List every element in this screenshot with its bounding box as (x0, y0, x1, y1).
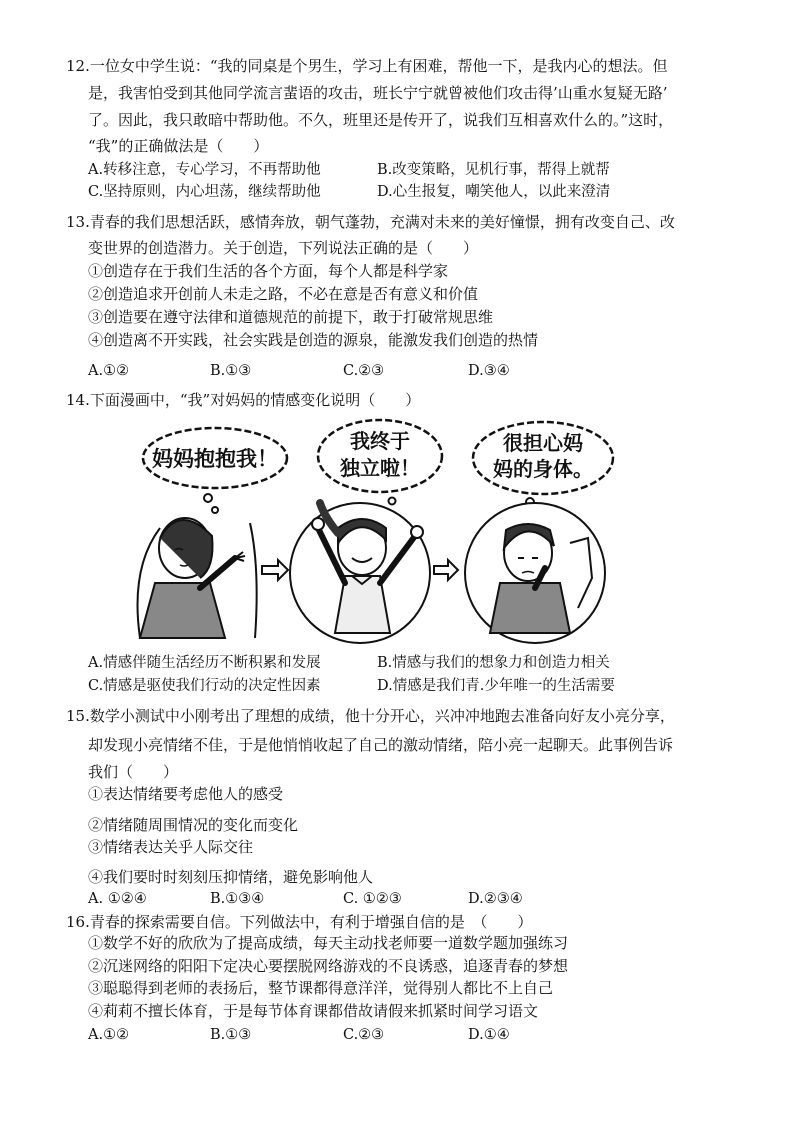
arrow-right-icon (262, 560, 288, 580)
panel-2-girl-cheering (290, 503, 430, 643)
q13-option-d: D.③④ (468, 363, 510, 379)
q12-option-c: C.坚持原则，内心坦荡，继续帮助他 (88, 184, 321, 200)
q13-item-4: ④创造离不开实践，社会实践是创造的源泉，能激发我们创造的热情 (88, 331, 539, 349)
q16-option-a: A.①② (88, 1027, 130, 1043)
q14-stem: 14.下面漫画中，“我”对妈妈的情感变化说明（ ） (66, 391, 421, 409)
comic-illustration (130, 418, 660, 650)
q12-option-b: B.改变策略，见机行事，帮得上就帮 (377, 162, 610, 178)
speech-bubble-1 (143, 428, 287, 513)
q13-item-3: ③创造要在遵守法律和道德规范的前提下，敢于打破常规思维 (88, 308, 494, 326)
q16-item-2: ②沉迷网络的阳阳下定决心要摆脱网络游戏的不良诱惑，追逐青春的梦想 (88, 957, 569, 975)
q15-item-2: ②情绪随周围情况的变化而变化 (88, 816, 299, 834)
q16-option-c: C.②③ (343, 1027, 385, 1043)
panel-1-girl-reaching (138, 518, 257, 638)
q16-stem: 16.青春的探索需要自信。下列做法中，有利于增强自信的是 （ ） (66, 913, 533, 931)
q14-option-b: B.情感与我们的想象力和创造力相关 (377, 655, 610, 671)
q13-option-b: B.①③ (210, 363, 252, 379)
q16-item-3: ③聪聪得到老师的表扬后，整节课都得意洋洋，觉得别人都比不上自己 (88, 979, 554, 997)
q12-stem-line-3: 了。因此，我只敢暗中帮助他。不久，班里还是传开了，说我们互相喜欢什么的。”这时， (88, 111, 674, 129)
q12-stem-line-2: 是，我害怕受到其他同学流言蜚语的攻击，班长宁宁就曾被他们攻击得’山重水复疑无路’ (88, 84, 668, 102)
q16-item-1: ①数学不好的欣欣为了提高成绩，每天主动找老师要一道数学题加强练习 (88, 934, 569, 952)
q15-stem-line-2: 却发现小亮情绪不佳，于是他悄悄收起了自己的激动情绪，陪小亮一起聊天。此事例告诉 (88, 736, 674, 754)
q13-option-a: A.①② (88, 363, 130, 379)
q15-option-b: B.①③④ (210, 891, 265, 907)
bubble-3-text-line-2: 妈的身体。 (493, 457, 593, 481)
q15-item-1: ①表达情绪要考虑他人的感受 (88, 785, 284, 803)
q14-option-c: C.情感是驱使我们行动的决定性因素 (88, 678, 321, 694)
speech-bubble-3 (473, 422, 613, 516)
q13-stem-line-1: 13.青春的我们思想活跃，感情奔放，朝气蓬勃，充满对未来的美好憧憬，拥有改变自己、改 (66, 213, 675, 231)
q12-option-a: A.转移注意，专心学习，不再帮助他 (88, 162, 321, 178)
q12-stem-line-4: “我”的正确做法是（ ） (88, 137, 269, 155)
q15-option-a: A. ①②④ (88, 891, 147, 907)
arrow-right-icon (434, 560, 458, 580)
panel-3-girl-worried (465, 503, 605, 643)
q15-item-4: ④我们要时时刻刻压抑情绪，避免影响他人 (88, 868, 374, 886)
q12-option-d: D.心生报复，嘲笑他人，以此来澄清 (377, 184, 611, 200)
q13-item-1: ①创造存在于我们生活的各个方面，每个人都是科学家 (88, 262, 449, 280)
bubble-3-text-line-1: 很担心妈 (503, 431, 583, 455)
bubble-2-text-line-2: 独立啦！ (340, 456, 420, 480)
q16-option-b: B.①③ (210, 1027, 252, 1043)
q14-option-d: D.情感是我们青.少年唯一的生活需要 (377, 678, 615, 694)
q15-stem-line-3: 我们（ ） (88, 763, 179, 781)
q15-stem-line-1: 15.数学小测试中小刚考出了理想的成绩，他十分开心，兴冲冲地跑去准备向好友小亮分享， (66, 707, 675, 725)
bubble-1-text: 妈妈抱抱我！ (152, 446, 278, 471)
q12-stem-line-1: 12.一位女中学生说：“我的同桌是个男生，学习上有困难，帮他一下，是我内心的想法。但 (66, 57, 668, 75)
q15-option-d: D.②③④ (468, 891, 523, 907)
q15-item-3: ③情绪表达关乎人际交往 (88, 838, 254, 856)
q15-option-c: C. ①②③ (343, 891, 402, 907)
speech-bubble-2 (318, 420, 442, 505)
q14-option-a: A.情感伴随生活经历不断积累和发展 (88, 655, 321, 671)
q13-stem-line-2: 变世界的创造潜力。关于创造，下列说法正确的是（ ） (88, 239, 479, 257)
bubble-2-text-line-1: 我终于 (350, 429, 410, 453)
q16-item-4: ④莉莉不擅长体育，于是每节体育课都借故请假来抓紧时间学习语文 (88, 1002, 539, 1020)
q13-option-c: C.②③ (343, 363, 385, 379)
q13-item-2: ②创造追求开创前人未走之路，不必在意是否有意义和价值 (88, 285, 479, 303)
q16-option-d: D.①④ (468, 1027, 510, 1043)
